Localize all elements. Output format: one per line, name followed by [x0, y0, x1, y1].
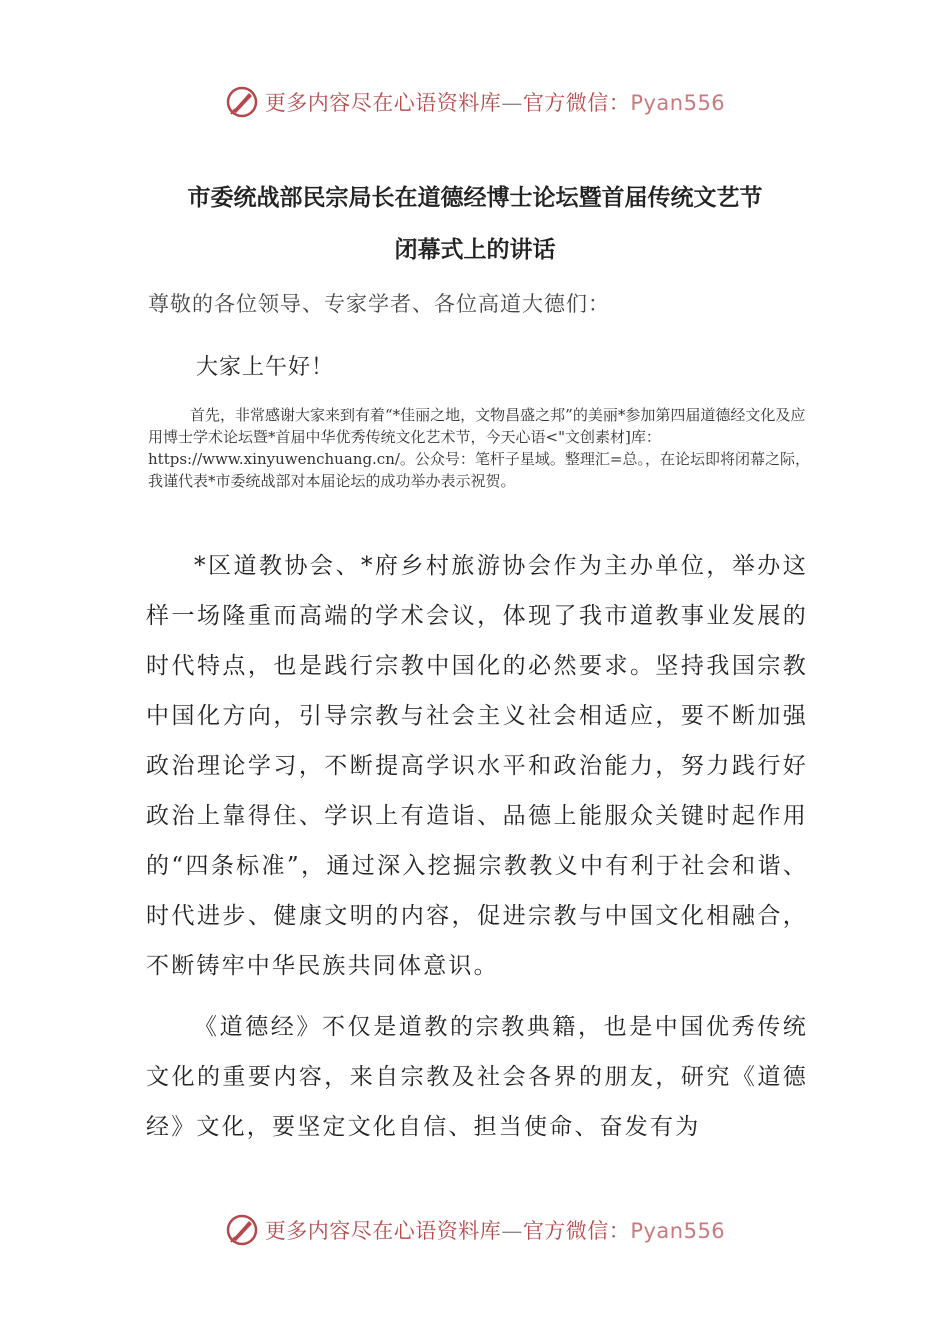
banner-wechat-id: Pyan556	[630, 91, 726, 115]
banner-separator: —	[501, 1219, 523, 1243]
header-banner	[0, 80, 950, 124]
title-line-2: 闭幕式上的讲话	[394, 237, 556, 263]
banner-label: 官方微信：	[522, 91, 631, 115]
body-paragraph-1: *区道教协会、*府乡村旅游协会作为主办单位，举办这样一场隆重而高端的学术会议，体现了我市道教事业发展的时代特点，也是践行宗教中国化的必然要求。坚持我国宗教中国化方向，引导宗教与社会主义社会相适应，要不断加强政治理论学习，不断提高学识水平和政治能力，努力践行好政治上靠得住、学识上有造诣、品德上能服众关键时起作用的“四条标准”，通过深入挖掘宗教教义中有利于社会和谐、时代进步、健康文明的内容，促进宗教与中国文化相融合，不断铸牢中华民族共同体意识。	[146, 553, 808, 979]
body-paragraph-2: 《道德经》不仅是道教的宗教典籍，也是中国优秀传统文化的重要内容，来自宗教及社会各界的朋友，研究《道德经》文化，要坚定文化自信、担当使命、奋发有为	[146, 1014, 808, 1140]
banner-text	[265, 1215, 725, 1245]
footer-banner	[0, 1208, 950, 1252]
opening-greeting: 大家上午好！	[196, 355, 335, 380]
quill-logo-icon	[225, 85, 259, 119]
banner-main-text: 更多内容尽在心语资料库	[264, 1219, 502, 1243]
banner-separator: —	[501, 91, 523, 115]
banner-main-text: 更多内容尽在心语资料库	[264, 91, 502, 115]
quill-logo-icon	[225, 1213, 259, 1247]
banner-wechat-id: Pyan556	[630, 1219, 726, 1243]
title-line-1: 市委统战部民宗局长在道德经博士论坛暨首届传统文艺节	[187, 185, 763, 211]
banner-label: 官方微信：	[522, 1219, 631, 1243]
document-title	[130, 172, 820, 276]
banner-text	[265, 87, 725, 117]
intro-paragraph: 首先，非常感谢大家来到有着“*佳丽之地，文物昌盛之邦”的美丽*参加第四届道德经文化及应用博士学术论坛暨*首届中华优秀传统文化艺术节，今天心语<"文创素材]库：https://www.xinyuwenchuang.cn/。公众号：笔杆子星域。整理汇=总。，在论坛即将闭幕之际，我谨代表*市委统战部对本届论坛的成功举办表示祝贺。	[148, 406, 810, 490]
salutation: 尊敬的各位领导、专家学者、各位高道大德们：	[148, 292, 610, 316]
